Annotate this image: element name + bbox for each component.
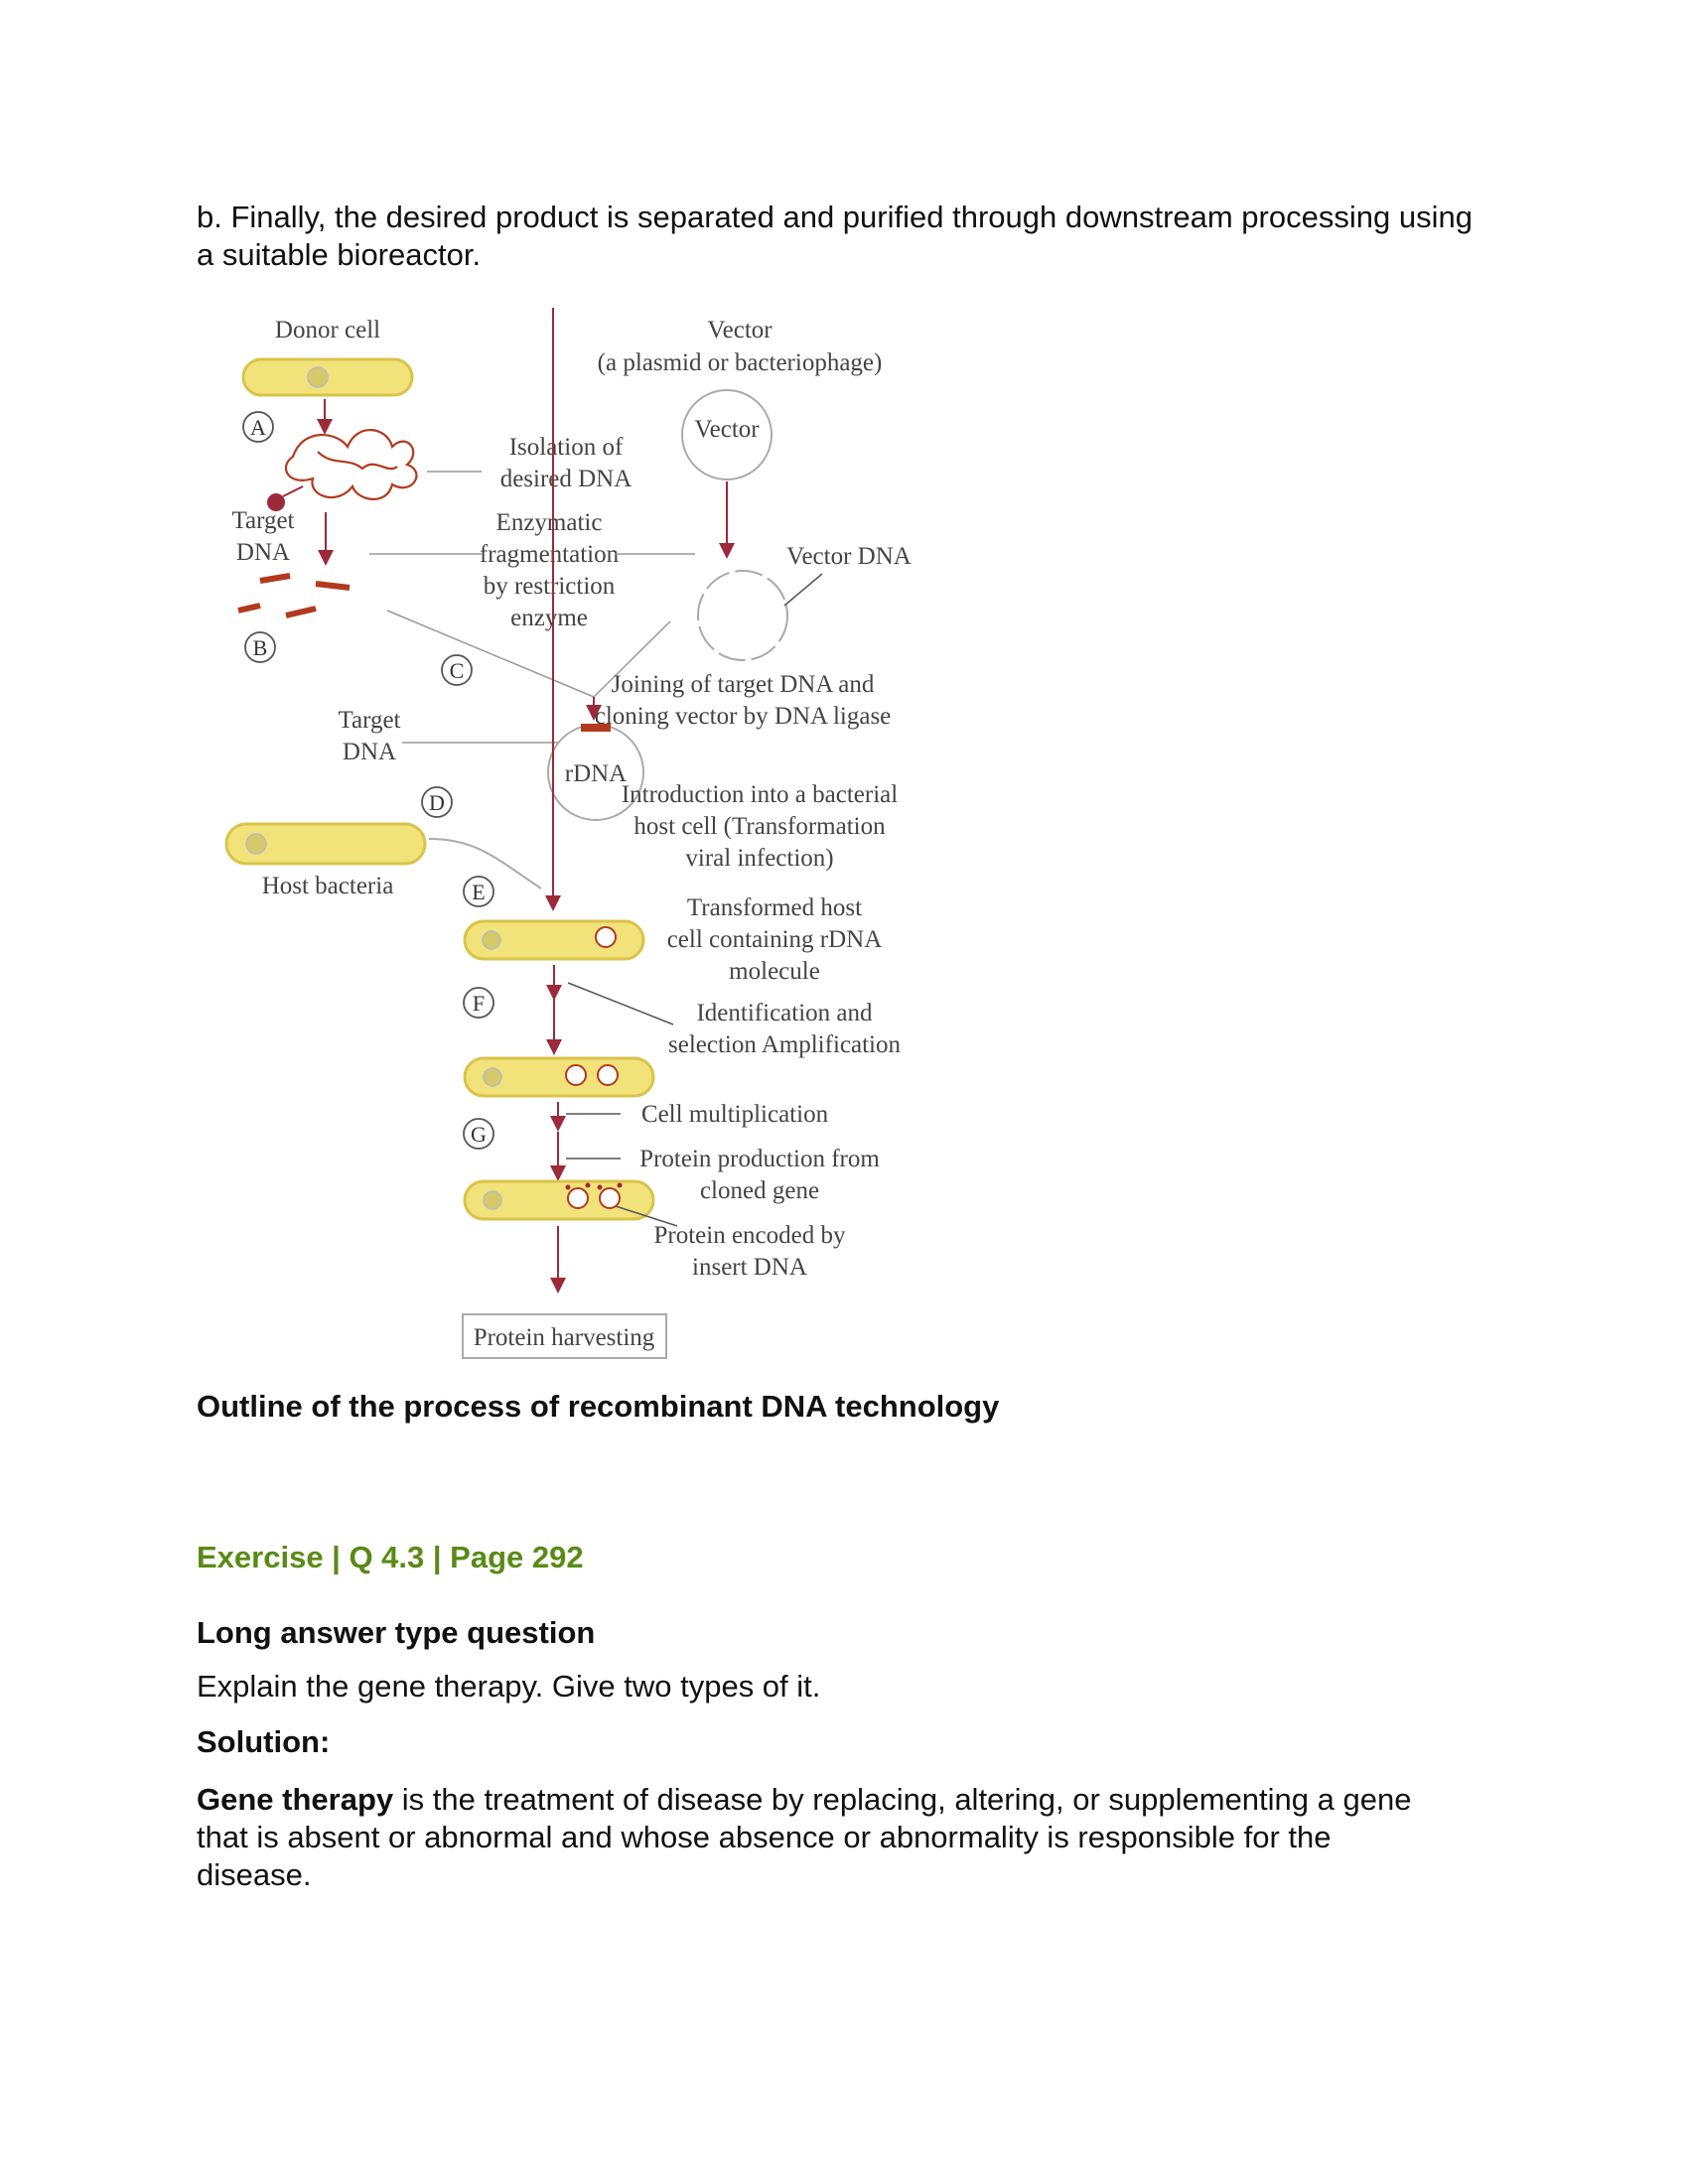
vector-dna-ring xyxy=(698,571,787,660)
identification-label-2: selection Amplification xyxy=(668,1031,901,1058)
question-text: Explain the gene therapy. Give two types of it. xyxy=(197,1669,821,1704)
rdna-label: rDNA xyxy=(564,760,628,787)
vector-title: Vector xyxy=(707,317,773,343)
rdna-process-diagram xyxy=(199,308,953,1380)
vector-circle-label: Vector xyxy=(694,416,760,443)
tangled-dna-icon xyxy=(286,430,416,499)
svg-text:A: A xyxy=(250,415,266,440)
host-bacteria-label: Host bacteria xyxy=(261,873,394,899)
introduction-label-1: Introduction into a bacterial xyxy=(621,781,899,808)
protein-production-label-1: Protein production from xyxy=(639,1146,880,1172)
svg-text:D: D xyxy=(429,790,445,815)
svg-text:C: C xyxy=(449,658,465,683)
svg-text:B: B xyxy=(252,635,268,660)
vector-dna-label: Vector DNA xyxy=(786,543,912,570)
svg-text:F: F xyxy=(472,991,486,1016)
answer-term: Gene therapy xyxy=(197,1782,394,1817)
answer-paragraph xyxy=(197,1781,1438,1894)
exercise-heading: Exercise | Q 4.3 | Page 292 xyxy=(197,1540,584,1574)
transformed-label-1: Transformed host xyxy=(686,894,863,921)
solution-label: Solution: xyxy=(197,1724,331,1759)
enzymatic-label-1: Enzymatic xyxy=(495,509,603,536)
isolation-label-2: desired DNA xyxy=(499,466,633,492)
step-g-marker xyxy=(464,1119,493,1149)
introduction-label-3: viral infection) xyxy=(685,845,834,872)
target-dna-label-top-2: DNA xyxy=(235,539,291,566)
step-e-marker xyxy=(464,877,493,906)
isolation-label-1: Isolation of xyxy=(508,434,624,461)
target-dna-label-mid-1: Target xyxy=(338,707,401,734)
step-a-marker xyxy=(243,412,273,442)
cell-multiplication-label: Cell multiplication xyxy=(640,1101,829,1128)
protein-production-label-2: cloned gene xyxy=(699,1177,820,1204)
introduction-label-2: host cell (Transformation xyxy=(633,813,886,840)
enzymatic-label-4: enzyme xyxy=(510,605,588,631)
dna-fragments xyxy=(238,576,350,615)
transformed-label-3: molecule xyxy=(729,958,820,985)
question-type: Long answer type question xyxy=(197,1615,596,1650)
step-f-marker xyxy=(464,988,493,1018)
svg-text:G: G xyxy=(471,1122,487,1147)
transformed-label-2: cell containing rDNA xyxy=(666,926,883,953)
svg-text:E: E xyxy=(472,880,486,904)
step-c-marker xyxy=(442,655,472,685)
figure-caption: Outline of the process of recombinant DNA technology xyxy=(197,1389,1000,1424)
target-dna-label-top-1: Target xyxy=(231,507,295,534)
step-b-marker xyxy=(245,632,275,662)
intro-paragraph: b. Finally, the desired product is separated and purified through downstream processing using a suitable bioreactor. xyxy=(197,200,1473,272)
protein-encoded-label-2: insert DNA xyxy=(692,1254,807,1281)
target-dna-label-mid-2: DNA xyxy=(342,739,397,765)
vector-subtitle: (a plasmid or bacteriophage) xyxy=(597,349,883,376)
protein-harvesting-label: Protein harvesting xyxy=(473,1324,655,1351)
step-d-marker xyxy=(422,787,452,817)
joining-label-2: cloning vector by DNA ligase xyxy=(594,703,892,730)
identification-label-1: Identification and xyxy=(696,1000,873,1026)
answer-body: is the treatment of disease by replacing, altering, or supplementing a gene that is absent or abnormal and whose absence or abnormality is responsible for the disease. xyxy=(197,1782,1412,1892)
donor-cell-label: Donor cell xyxy=(274,317,381,343)
enzymatic-label-2: fragmentation xyxy=(479,541,620,568)
joining-label-1: Joining of target DNA and xyxy=(611,671,875,698)
donor-nucleus-icon xyxy=(308,367,328,387)
protein-encoded-label-1: Protein encoded by xyxy=(653,1222,846,1249)
enzymatic-label-3: by restriction xyxy=(483,573,616,600)
